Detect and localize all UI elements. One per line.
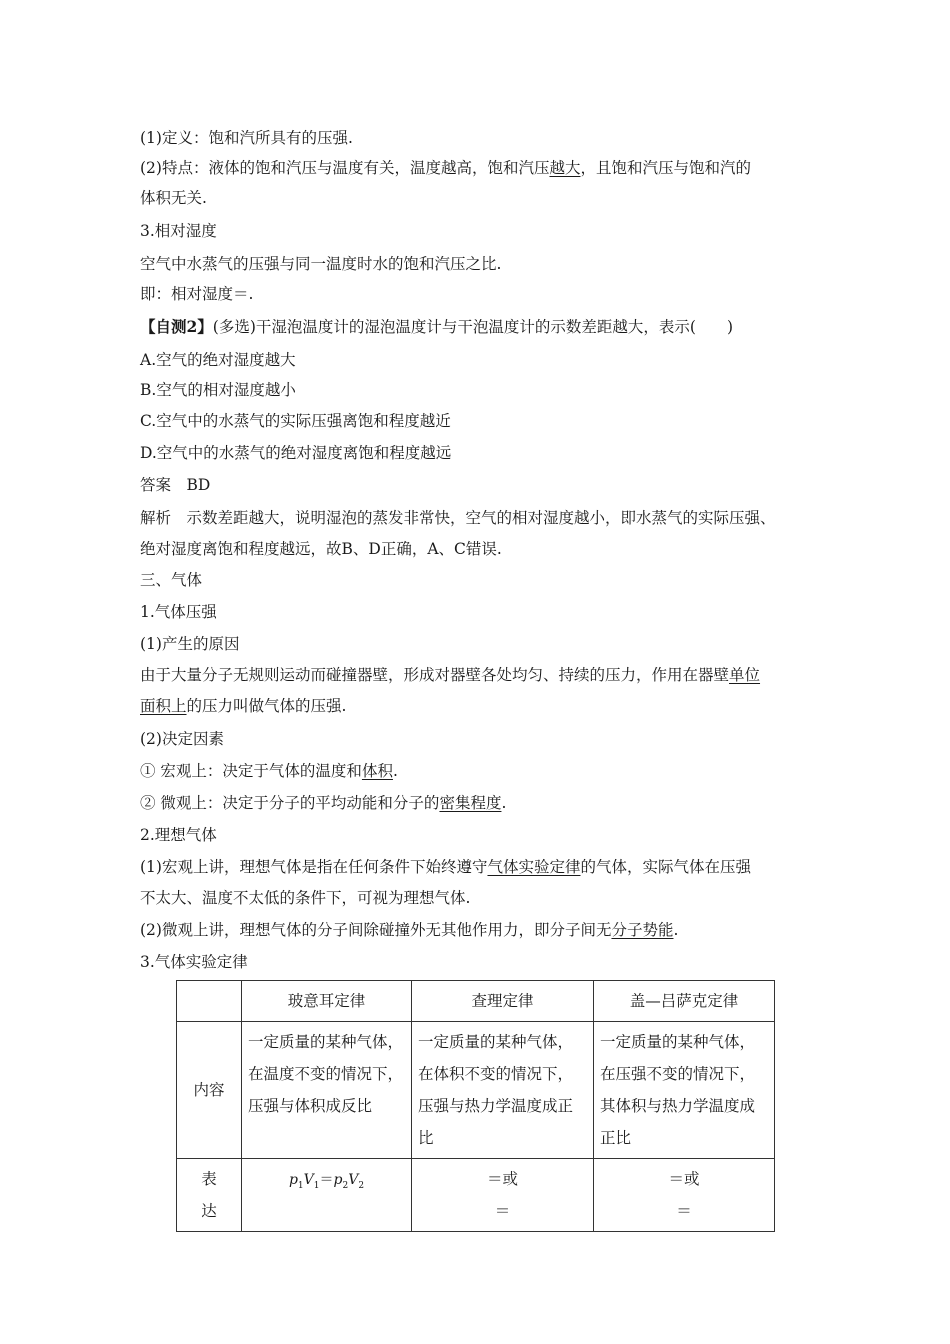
section-heading: 2.理想气体 [140, 826, 217, 844]
text-line: (1)定义：饱和汽所具有的压强. [140, 129, 353, 147]
analysis-line: 绝对湿度离饱和程度越远，故B、D正确，A、C错误. [140, 540, 502, 558]
text-line: ① 宏观上：决定于气体的温度和体积. [140, 762, 398, 780]
text-line: 空气中水蒸气的压强与同一温度时水的饱和汽压之比. [140, 255, 502, 273]
answer-line: 答案 BD [140, 476, 211, 494]
section-heading: 3.气体实验定律 [140, 953, 248, 971]
underlined-answer: 分子势能 [611, 921, 674, 939]
table-row [177, 1022, 775, 1159]
underlined-answer: 体积 [361, 762, 393, 780]
section-heading: 1.气体压强 [140, 603, 217, 621]
self-test-question: 【自测2】(多选)干湿泡温度计的湿泡温度计与干泡温度计的示数差距越大，表示( ) [140, 317, 733, 336]
table-cell: ＝或 ＝ [594, 1159, 775, 1232]
text-line: 即：相对湿度＝. [140, 285, 254, 303]
text-line: (2)特点：液体的饱和汽压与温度有关，温度越高，饱和汽压越大，且饱和汽压与饱和汽的 [140, 159, 751, 177]
table-header-cell: 查理定律 [412, 981, 594, 1022]
row-label: 内容 [177, 1022, 242, 1159]
table-row [177, 1159, 775, 1232]
underlined-answer: 面积上 [140, 697, 187, 715]
underlined-answer: 越大 [549, 159, 581, 177]
text-line: 不太大、温度不太低的条件下，可视为理想气体. [140, 889, 471, 907]
row-label: 表 达 [177, 1159, 242, 1232]
section-heading: 三、气体 [140, 571, 203, 589]
section-heading: 3.相对湿度 [140, 222, 217, 240]
table-header-row [177, 981, 775, 1022]
table-header-cell: 盖—吕萨克定律 [594, 981, 775, 1022]
option-c: C.空气中的水蒸气的实际压强离饱和程度越近 [140, 412, 451, 430]
option-a: A.空气的绝对湿度越大 [140, 351, 296, 369]
option-b: B.空气的相对湿度越小 [140, 381, 296, 399]
gas-laws-table [176, 980, 775, 1232]
analysis-line: 解析 示数差距越大，说明湿泡的蒸发非常快，空气的相对湿度越小，即水蒸气的实际压强、 [140, 509, 776, 527]
table-cell: 一定质量的某种气体，在温度不变的情况下，压强与体积成反比 [242, 1022, 412, 1159]
text-line: (2)微观上讲，理想气体的分子间除碰撞外无其他作用力，即分子间无分子势能. [140, 921, 679, 939]
text-line: 面积上的压力叫做气体的压强. [140, 697, 347, 715]
text-line: (1)产生的原因 [140, 635, 240, 653]
underlined-answer: 单位 [729, 666, 761, 684]
boyle-formula: $p_1V_1=p_2V_2$ [288, 1172, 365, 1191]
table-cell: ＝或 ＝ [412, 1159, 594, 1232]
text-line: 体积无关. [140, 189, 207, 207]
text-line: (1)宏观上讲，理想气体是指在任何条件下始终遵守气体实验定律的气体，实际气体在压强 [140, 858, 751, 876]
option-d: D.空气中的水蒸气的绝对湿度离饱和程度越远 [140, 444, 452, 462]
table-cell: 一定质量的某种气体，在压强不变的情况下，其体积与热力学温度成正比 [594, 1022, 775, 1159]
text-line: ② 微观上：决定于分子的平均动能和分子的密集程度. [140, 794, 507, 812]
underlined-answer: 气体实验定律 [487, 858, 581, 876]
self-test-label: 【自测2】 [140, 317, 213, 336]
table-header-cell: 玻意耳定律 [242, 981, 412, 1022]
underlined-answer: 密集程度 [439, 794, 502, 812]
table-cell [242, 1159, 412, 1232]
text-line: (2)决定因素 [140, 730, 224, 748]
table-header-cell [177, 981, 242, 1022]
text-line: 由于大量分子无规则运动而碰撞器壁，形成对器壁各处均匀、持续的压力，作用在器壁单位 [140, 666, 761, 684]
table-cell: 一定质量的某种气体，在体积不变的情况下，压强与热力学温度成正比 [412, 1022, 594, 1159]
